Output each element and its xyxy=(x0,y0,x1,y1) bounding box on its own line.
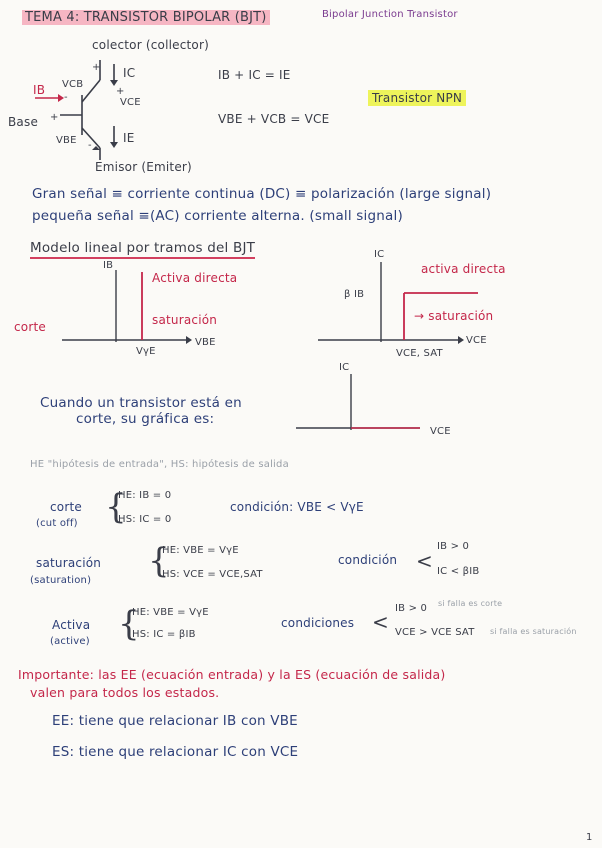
corte-state-name: corte xyxy=(50,500,82,514)
activa-he: HE: VBE = VγE xyxy=(132,607,209,618)
activa-condition: condiciones xyxy=(281,616,355,630)
minus-emitter: - xyxy=(88,140,92,151)
kvl-equation: VBE + VCB = VCE xyxy=(218,112,330,126)
corte-condition: condición: VBE < VγE xyxy=(230,500,364,514)
activa-state-name: Activa xyxy=(52,618,91,632)
hypothesis-note: HE "hipótesis de entrada", HS: hipótesis de salida xyxy=(30,459,289,470)
es-rule: ES: tiene que relacionar IC con VCE xyxy=(52,744,299,760)
page-subtitle: Bipolar Junction Transistor xyxy=(322,9,458,20)
plus-top: + xyxy=(92,62,101,73)
ic-label: IC xyxy=(123,66,136,80)
cutoff-vce-label: VCE xyxy=(430,426,451,437)
saturacion-label-left: saturación xyxy=(152,313,218,327)
kcl-equation: IB + IC = IE xyxy=(218,68,291,82)
corte-state-alt: (cut off) xyxy=(36,518,78,529)
activa-state-alt: (active) xyxy=(50,636,90,647)
activa-label-left: Activa directa xyxy=(152,271,238,285)
important-line-1: Importante: las EE (ecuación entrada) y la ES (ecuación de salida) xyxy=(18,667,446,682)
sat-he: HE: VBE = VγE xyxy=(162,545,239,556)
sat-condition: condición xyxy=(338,553,398,567)
cutoff-text-1: Cuando un transistor está en xyxy=(40,395,242,411)
cutoff-ic-label: IC xyxy=(339,362,350,373)
corte-he: HE: IB = 0 xyxy=(118,490,172,501)
cutoff-text-2: corte, su gráfica es: xyxy=(76,411,215,427)
activa-cond-2: VCE > VCE SAT xyxy=(395,627,475,638)
model-title: Modelo lineal por tramos del BJT xyxy=(30,240,255,259)
minus-base: - xyxy=(64,92,68,103)
small-signal-text: pequeña señal ≡(AC) corriente alterna. (small signal) xyxy=(32,208,403,224)
ib-axis-label: IB xyxy=(103,260,114,271)
sat-state-name: saturación xyxy=(36,556,102,570)
activa-cond-1: IB > 0 xyxy=(395,603,428,614)
activa-cond-1-note: si falla es corte xyxy=(438,599,503,608)
sat-cond-bracket: < xyxy=(416,549,433,573)
vce-axis-label: VCE xyxy=(466,335,487,346)
activa-cond-2-note: si falla es saturación xyxy=(490,627,577,636)
npn-label: Transistor NPN xyxy=(368,90,466,106)
vce-sat-tick: VCE, SAT xyxy=(396,348,443,359)
important-line-2: valen para todos los estados. xyxy=(30,685,220,700)
page-number: 1 xyxy=(586,832,593,843)
ib-arrow-label: IB xyxy=(33,83,46,97)
saturacion-label-right: → saturación xyxy=(414,309,494,323)
plus-vce: + xyxy=(116,86,125,97)
beta-ib-label: β IB xyxy=(344,289,365,300)
corte-brace: { xyxy=(105,487,127,527)
vbe-axis-label: VBE xyxy=(195,337,216,348)
vge-tick: VγE xyxy=(136,346,156,357)
sat-brace: { xyxy=(148,541,170,581)
sat-cond-2: IC < βIB xyxy=(437,566,480,577)
ie-label: IE xyxy=(123,131,135,145)
sat-hs: HS: VCE = VCE,SAT xyxy=(162,569,263,580)
activa-cond-bracket: < xyxy=(372,610,389,634)
corte-label: corte xyxy=(14,320,46,334)
plus-base: + xyxy=(50,112,59,123)
ee-rule: EE: tiene que relacionar IB con VBE xyxy=(52,713,298,729)
activa-brace: { xyxy=(118,604,140,644)
page-title: TEMA 4: TRANSISTOR BIPOLAR (BJT) xyxy=(22,10,270,25)
sat-state-alt: (saturation) xyxy=(30,575,92,586)
sat-cond-1: IB > 0 xyxy=(437,541,470,552)
vcb-label: VCB xyxy=(62,79,84,90)
vbe-label: VBE xyxy=(56,135,77,146)
corte-hs: HS: IC = 0 xyxy=(118,514,172,525)
activa-label-right: activa directa xyxy=(421,262,506,276)
ic-axis-label: IC xyxy=(374,249,385,260)
vce-label: VCE xyxy=(120,97,141,108)
emitter-label: Emisor (Emiter) xyxy=(95,160,192,174)
collector-label: colector (collector) xyxy=(92,38,209,52)
base-label: Base xyxy=(8,115,39,129)
large-signal-text: Gran señal ≡ corriente continua (DC) ≡ polarización (large signal) xyxy=(32,186,492,202)
activa-hs: HS: IC = βIB xyxy=(132,629,196,640)
